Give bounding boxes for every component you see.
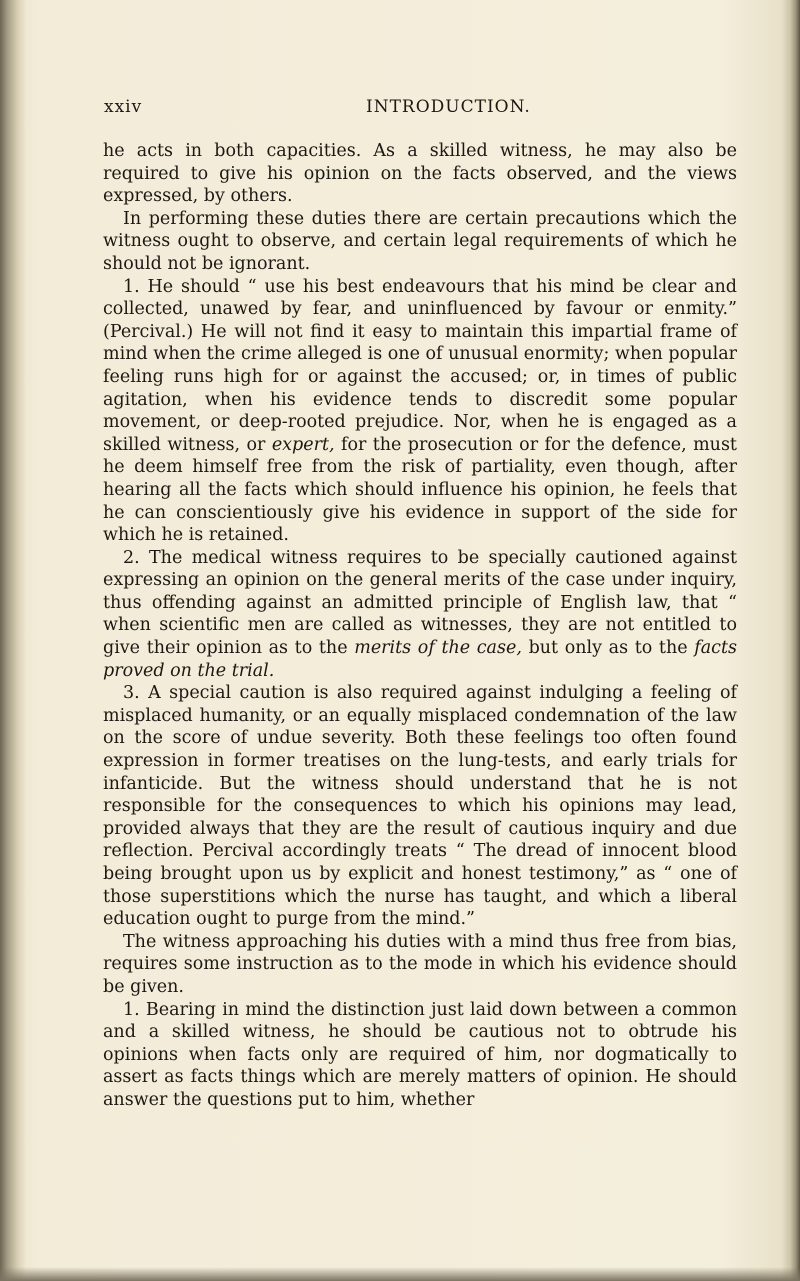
running-header: [104, 97, 724, 121]
paragraph-7: 1. Bearing in mind the distinction just laid down between a common and a skilled witness, he should be cautious not to obtrude his opinions when facts only are required of him, nor dogmatically to assert as facts things which are merely matters of opinion. He should answer the questions put to him, whether: [103, 999, 737, 1110]
emphasis-expert: expert,: [271, 434, 335, 455]
paragraph-4-middle: but only as to the: [528, 638, 688, 659]
running-head-title: INTRODUCTION.: [366, 97, 531, 117]
page-edge-bottom: [0, 1267, 800, 1281]
paragraph-3: [103, 276, 737, 547]
emphasis-facts: facts proved on the trial.: [103, 638, 737, 681]
paragraph-1: he acts in both capacities. As a skilled witness, he may also be required to give his opinion on the facts observed, and the views expressed, by others.: [103, 141, 737, 207]
binding-shadow: [0, 0, 26, 1281]
paragraph-4: [103, 547, 737, 683]
page-edge-right: [782, 0, 800, 1281]
body-text: [103, 140, 737, 1112]
paragraph-3-text: 1. He should “ use his best endeavours that his mind be clear and collected, unawed by fear, and uninfluenced by favour or enmity.” (Percival.) He will not find it easy to maintain this impartial frame of mind when the crime alleged is one of unusual enormity; when popular feeling runs high for or against the accused; or, in times of public agitation, when his evidence tends to discredit some popular movement, or deep-rooted prejudice. Nor, when he is engaged as a skilled witness, or: [103, 276, 737, 455]
paragraph-2: In performing these duties there are certain precautions which the witness ought to observe, and certain legal requirements of which he should not be ignorant.: [103, 208, 737, 274]
paragraph-4-text: 2. The medical witness requires to be specially cautioned against expressing an opinion on the general merits of the case under inquiry, thus offending against an admitted principle of English law, that “ when scientific men are called as witnesses, they are not entitled to give their opinion as to the: [103, 547, 737, 659]
page-number: xxiv: [104, 97, 143, 117]
paragraph-3-continuation: for the prosecution or for the defence, must he deem himself free from the risk of partiality, even though, after hearing all the facts which should influence his opinion, he feels that he can conscientiously give his evidence in support of the side for which he is retained.: [103, 434, 737, 546]
paragraph-5: 3. A special caution is also required against indulging a feeling of misplaced humanity, or an equally misplaced condemnation of the law on the score of undue severity. Both these feelings too often found expression in former treatises on the lung-tests, and early trials for infanticide. But the witness should understand that he is not responsible for the consequences to which his opinions may lead, provided always that they are the result of cautious inquiry and due reflection. Percival accordingly treats “ The dread of innocent blood being brought upon us by explicit and honest testimony,” as “ one of those superstitions which the nurse has taught, and which a liberal education ought to purge from the mind.”: [103, 683, 737, 930]
emphasis-merits: merits of the case,: [354, 638, 522, 659]
paragraph-6: The witness approaching his duties with a mind thus free from bias, requires some instruction as to the mode in which his evidence should be given.: [103, 931, 737, 997]
